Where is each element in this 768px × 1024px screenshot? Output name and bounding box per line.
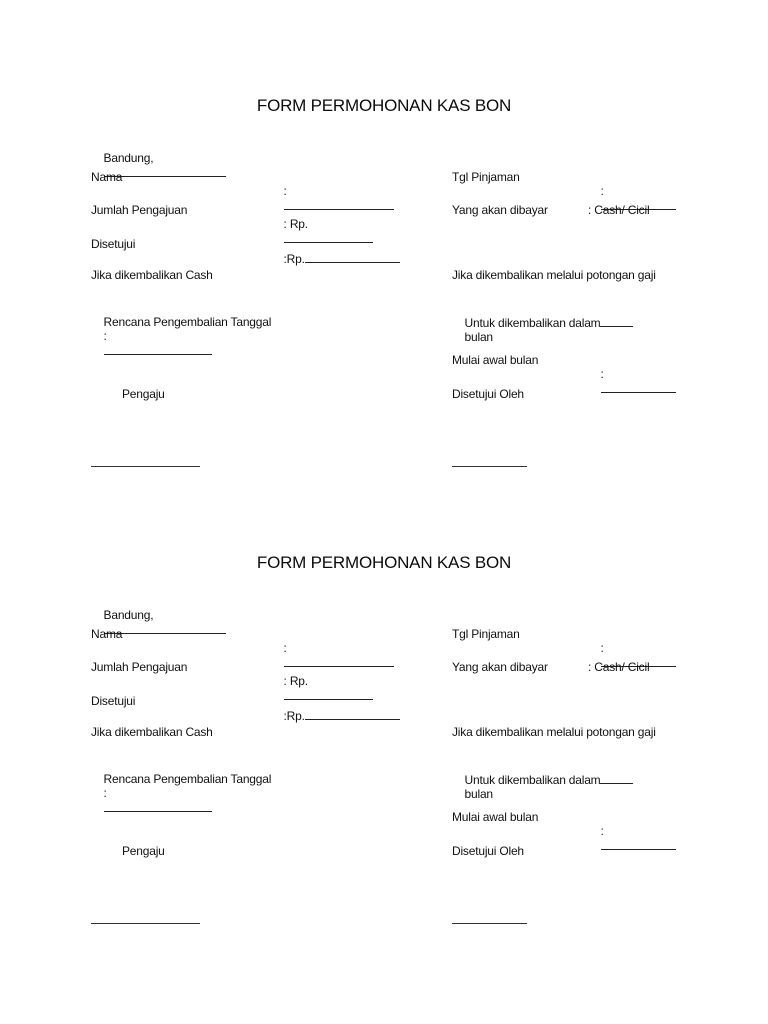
form-title: FORM PERMOHONAN KAS BON bbox=[256, 553, 512, 572]
disetujui-oleh-label: Disetujui Oleh bbox=[452, 844, 524, 858]
cash-heading: Jika dikembalikan Cash bbox=[91, 268, 213, 282]
untuk-row bbox=[452, 758, 633, 815]
pengaju-signature-line[interactable] bbox=[91, 923, 200, 924]
mulai-blank-field[interactable] bbox=[601, 381, 676, 393]
disetujui-blank-field[interactable] bbox=[305, 708, 400, 720]
mulai-label: Mulai awal bulan bbox=[452, 810, 539, 824]
bulan-count-blank-field[interactable] bbox=[600, 315, 633, 327]
dibayar-value: : Cash/ Cicil bbox=[588, 203, 650, 217]
bulan-count-blank-field[interactable] bbox=[600, 772, 633, 784]
nama-separator: : bbox=[283, 641, 287, 655]
untuk-prefix: Untuk dikembalikan dalam bbox=[464, 316, 601, 330]
rencana-blank-field[interactable] bbox=[104, 343, 212, 355]
place-date-row bbox=[91, 594, 226, 651]
nama-label: Nama bbox=[91, 627, 123, 641]
tgl-row bbox=[588, 170, 676, 227]
untuk-suffix: bulan bbox=[464, 330, 493, 344]
dibayar-value: : Cash/ Cicil bbox=[588, 660, 650, 674]
nama-label: Nama bbox=[91, 170, 123, 184]
rencana-blank-field[interactable] bbox=[104, 800, 212, 812]
tgl-separator: : bbox=[600, 184, 604, 198]
disetujui-label: Disetujui bbox=[91, 694, 136, 708]
kas-bon-form-2 bbox=[0, 457, 768, 917]
jumlah-separator: : Rp. bbox=[283, 674, 308, 688]
mulai-blank-field[interactable] bbox=[601, 838, 676, 850]
place-date-row bbox=[91, 137, 226, 194]
disetujui-row bbox=[271, 694, 400, 737]
place-label: Bandung, bbox=[103, 151, 154, 165]
dibayar-label: Yang akan dibayar bbox=[452, 660, 548, 674]
disetujui-oleh-label: Disetujui Oleh bbox=[452, 387, 524, 401]
dibayar-label: Yang akan dibayar bbox=[452, 203, 548, 217]
disetujui-separator: :Rp. bbox=[283, 252, 305, 266]
disetujui-row bbox=[271, 237, 400, 280]
tgl-separator: : bbox=[600, 641, 604, 655]
tgl-row bbox=[588, 627, 676, 684]
jumlah-pengajuan-label: Jumlah Pengajuan bbox=[91, 203, 188, 217]
approver-signature-line[interactable] bbox=[452, 923, 527, 924]
mulai-row bbox=[588, 353, 676, 410]
potongan-gaji-heading: Jika dikembalikan melalui potongan gaji bbox=[452, 725, 656, 739]
form-title: FORM PERMOHONAN KAS BON bbox=[256, 96, 512, 115]
untuk-suffix: bulan bbox=[464, 787, 493, 801]
potongan-gaji-heading: Jika dikembalikan melalui potongan gaji bbox=[452, 268, 656, 282]
place-label: Bandung, bbox=[103, 608, 154, 622]
jumlah-separator: : Rp. bbox=[283, 217, 308, 231]
mulai-separator: : bbox=[600, 367, 604, 381]
kas-bon-form-1 bbox=[0, 0, 768, 460]
pengaju-label: Pengaju bbox=[122, 844, 165, 858]
rencana-label: Rencana Pengembalian Tanggal bbox=[103, 315, 272, 329]
untuk-prefix: Untuk dikembalikan dalam bbox=[464, 773, 601, 787]
nama-separator: : bbox=[283, 184, 287, 198]
rencana-row bbox=[91, 301, 271, 372]
mulai-label: Mulai awal bulan bbox=[452, 353, 539, 367]
rencana-row bbox=[91, 758, 271, 829]
cash-heading: Jika dikembalikan Cash bbox=[91, 725, 213, 739]
pengaju-label: Pengaju bbox=[122, 387, 165, 401]
rencana-label: Rencana Pengembalian Tanggal bbox=[103, 772, 272, 786]
untuk-row bbox=[452, 301, 633, 358]
mulai-row bbox=[588, 810, 676, 867]
disetujui-blank-field[interactable] bbox=[305, 251, 400, 263]
disetujui-label: Disetujui bbox=[91, 237, 136, 251]
mulai-separator: : bbox=[600, 824, 604, 838]
disetujui-separator: :Rp. bbox=[283, 709, 305, 723]
tgl-pinjaman-label: Tgl Pinjaman bbox=[452, 170, 520, 184]
jumlah-pengajuan-label: Jumlah Pengajuan bbox=[91, 660, 188, 674]
tgl-pinjaman-label: Tgl Pinjaman bbox=[452, 627, 520, 641]
rencana-separator: : bbox=[103, 786, 107, 800]
rencana-separator: : bbox=[103, 329, 107, 343]
